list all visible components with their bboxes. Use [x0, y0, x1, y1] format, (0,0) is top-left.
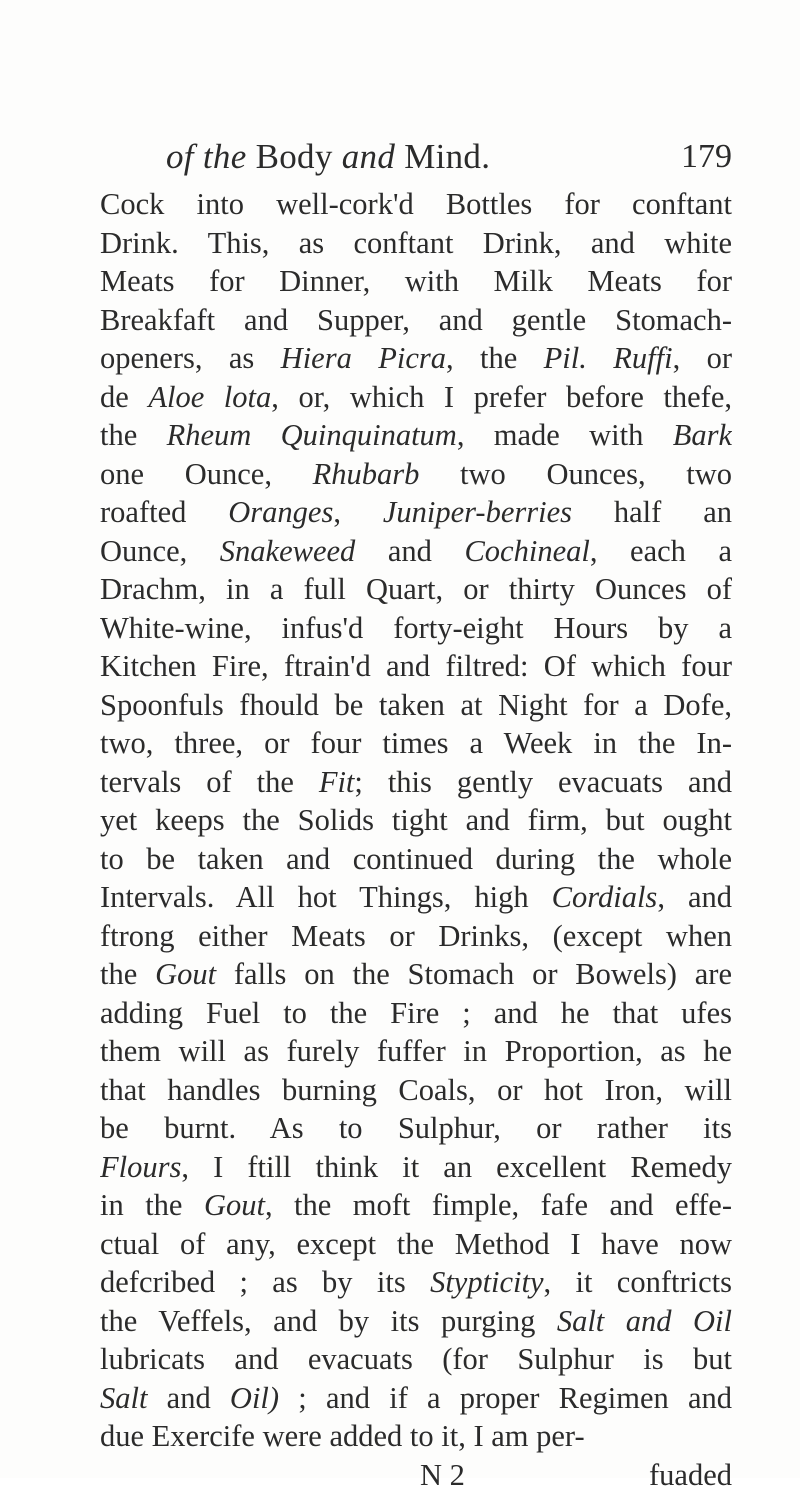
- text-segment: to be taken and continued during the whole: [100, 842, 732, 876]
- title-body: Body: [256, 137, 333, 176]
- text-line: [100, 686, 732, 725]
- text-line: [100, 1379, 732, 1418]
- text-line: [100, 994, 732, 1033]
- running-header: [166, 132, 732, 182]
- text-segment: in the: [100, 1188, 204, 1222]
- text-segment: Drink. This, as conftant Drink, and white: [100, 226, 732, 260]
- italic-text: Juniper-berries: [383, 495, 572, 529]
- text-line: [100, 1263, 732, 1302]
- text-line: [100, 1225, 732, 1264]
- text-line: [100, 801, 732, 840]
- italic-text: Stypticity: [430, 1265, 543, 1299]
- text-line: [100, 570, 732, 609]
- text-line: [100, 301, 732, 340]
- text-segment: , or: [673, 341, 732, 375]
- text-segment: , it conftricts: [544, 1265, 732, 1299]
- text-line: [100, 1417, 732, 1456]
- text-segment: openers, as: [100, 341, 281, 375]
- text-line: [100, 1302, 732, 1341]
- text-segment: ; and if a proper Regimen and: [279, 1381, 732, 1415]
- text-segment: Breakfaft and Supper, and gentle Stomach-: [100, 303, 732, 337]
- italic-text: Bark: [673, 418, 732, 452]
- text-segment: that handles burning Coals, or hot Iron, will: [100, 1073, 732, 1107]
- text-line: [100, 763, 732, 802]
- text-segment: Kitchen Fire, ftrain'd and filtred: Of which four: [100, 649, 732, 683]
- text-segment: two, three, or four times a Week in the In-: [100, 726, 732, 760]
- text-segment: them will as furely fuffer in Proportion, as he: [100, 1034, 732, 1068]
- text-line: [100, 1186, 732, 1225]
- italic-text: Cordials: [552, 880, 658, 914]
- text-line: [100, 840, 732, 879]
- text-segment: Meats for Dinner, with Milk Meats for: [100, 264, 732, 298]
- text-segment: Cock into well-cork'd Bottles for conftant: [100, 187, 732, 221]
- text-segment: the: [100, 957, 155, 991]
- text-segment: , made with: [457, 418, 673, 452]
- italic-text: Rheum Quinquinatum: [167, 418, 457, 452]
- text-line: [100, 532, 732, 571]
- text-segment: due Exercife were added to it, I am per-: [100, 1419, 585, 1453]
- text-segment: ftrong either Meats or Drinks, (except when: [100, 919, 732, 953]
- italic-text: Salt and Oil: [557, 1304, 732, 1338]
- text-line: [100, 955, 732, 994]
- text-line: [100, 1340, 732, 1379]
- text-line: [100, 1032, 732, 1071]
- italic-text: Oil): [230, 1381, 279, 1415]
- text-segment: the Veffels, and by its purging: [100, 1304, 557, 1338]
- text-segment: de: [100, 380, 148, 414]
- italic-text: Gout: [155, 957, 216, 991]
- text-segment: Intervals. All hot Things, high: [100, 880, 552, 914]
- italic-text: Oranges: [228, 495, 333, 529]
- italic-text: Flours: [100, 1150, 181, 1184]
- italic-text: Cochineal: [464, 534, 589, 568]
- text-segment: Spoonfuls fhould be taken at Night for a Dofe,: [100, 688, 732, 722]
- text-segment: one Ounce,: [100, 457, 313, 491]
- text-segment: and: [147, 1381, 229, 1415]
- text-segment: yet keeps the Solids tight and firm, but ought: [100, 803, 732, 837]
- text-segment: ; this gently evacuats and: [354, 765, 732, 799]
- signature-line: [100, 1456, 732, 1494]
- italic-text: Aloe lota: [148, 380, 271, 414]
- body-text: [100, 185, 732, 1494]
- text-line: [100, 878, 732, 917]
- text-segment: defcribed ; as by its: [100, 1265, 430, 1299]
- text-segment: , or, which I prefer before thefe,: [271, 380, 732, 414]
- text-line: [100, 1109, 732, 1148]
- text-line: [100, 1148, 732, 1187]
- italic-text: Hiera Picra: [281, 341, 446, 375]
- title-mind: Mind.: [404, 137, 490, 176]
- text-line: [100, 609, 732, 648]
- text-segment: lubricats and evacuats (for Sulphur is but: [100, 1342, 732, 1376]
- text-line: [100, 917, 732, 956]
- italic-text: Snakeweed: [220, 534, 356, 568]
- text-line: [100, 724, 732, 763]
- running-title: [166, 132, 490, 182]
- text-segment: Drachm, in a full Quart, or thirty Ounces of: [100, 572, 732, 606]
- text-segment: be burnt. As to Sulphur, or rather its: [100, 1111, 732, 1145]
- text-line: [100, 1071, 732, 1110]
- italic-text: Salt: [100, 1381, 147, 1415]
- text-line: [100, 262, 732, 301]
- catchword: fuaded: [649, 1456, 732, 1494]
- italic-text: Fit: [319, 765, 355, 799]
- text-segment: , the moft fimple, fafe and effe-: [265, 1188, 732, 1222]
- text-segment: , and: [657, 880, 732, 914]
- italic-text: Gout: [204, 1188, 265, 1222]
- text-line: [100, 455, 732, 494]
- page-number: 179: [681, 132, 732, 182]
- text-line: [100, 647, 732, 686]
- text-segment: White-wine, infus'd forty-eight Hours by a: [100, 611, 732, 645]
- text-line: [100, 493, 732, 532]
- italic-text: Pil. Ruffi: [544, 341, 673, 375]
- text-segment: ,: [333, 495, 383, 529]
- text-line: [100, 416, 732, 455]
- italic-text: Rhubarb: [313, 457, 420, 491]
- text-line: [100, 378, 732, 417]
- signature-mark: N 2: [420, 1456, 465, 1494]
- text-line: [100, 339, 732, 378]
- title-prefix: of the: [166, 137, 247, 176]
- text-segment: ctual of any, except the Method I have now: [100, 1227, 732, 1261]
- text-segment: falls on the Stomach or Bowels) are: [216, 957, 732, 991]
- text-segment: and: [355, 534, 464, 568]
- text-segment: Ounce,: [100, 534, 220, 568]
- text-segment: tervals of the: [100, 765, 319, 799]
- text-segment: roafted: [100, 495, 228, 529]
- text-segment: half an: [572, 495, 732, 529]
- text-line: [100, 185, 732, 224]
- text-segment: , the: [446, 341, 544, 375]
- text-segment: two Ounces, two: [419, 457, 732, 491]
- title-and: and: [342, 137, 395, 176]
- text-line: [100, 224, 732, 263]
- text-segment: , each a: [590, 534, 732, 568]
- text-segment: the: [100, 418, 167, 452]
- text-segment: , I ftill think it an excellent Remedy: [181, 1150, 732, 1184]
- text-segment: adding Fuel to the Fire ; and he that ufes: [100, 996, 732, 1030]
